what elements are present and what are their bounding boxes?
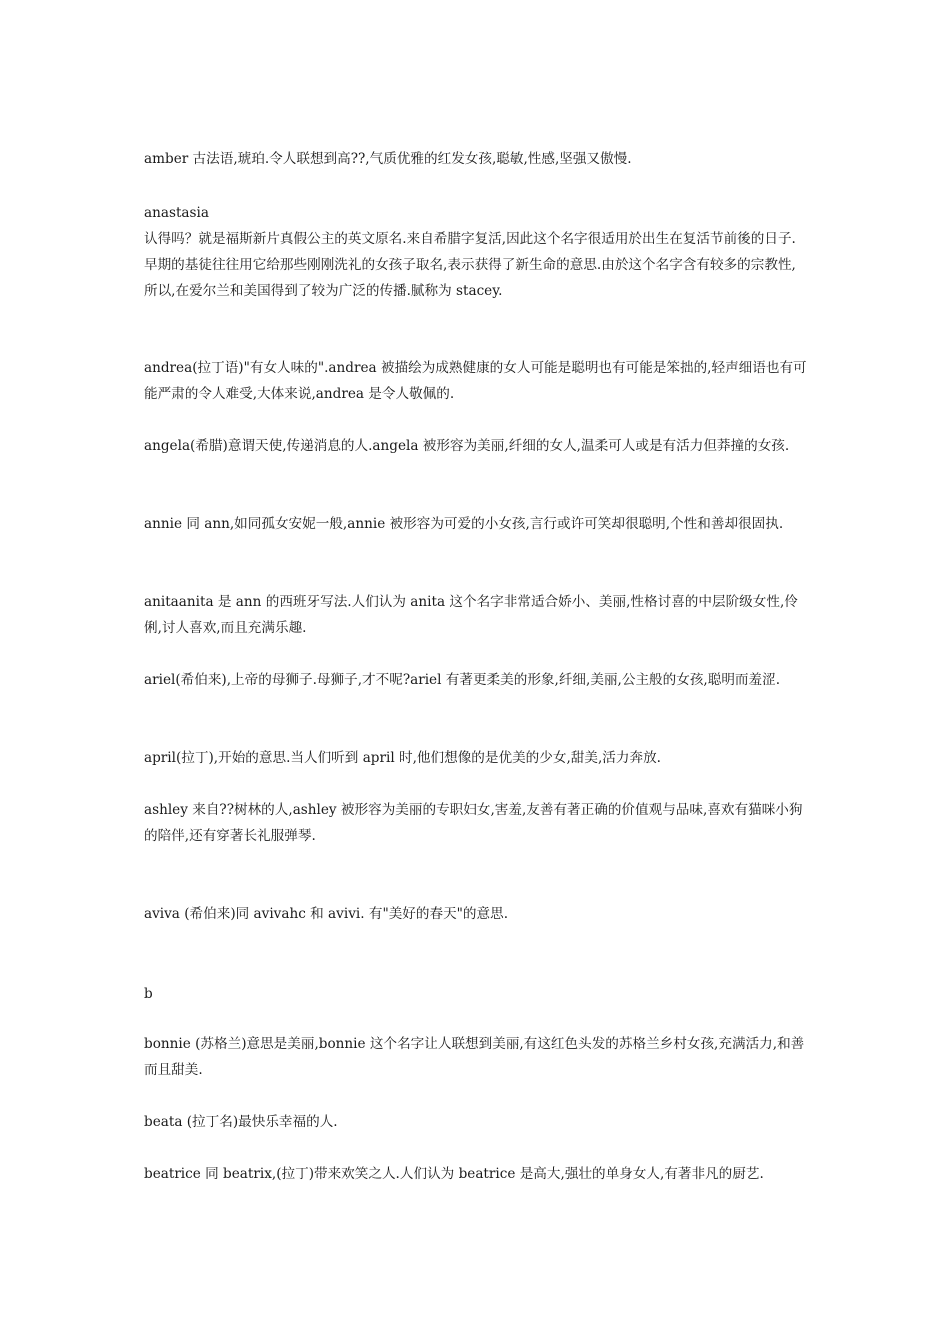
entry-angela: angela(希腊)意谓天使,传递消息的人.angela 被形容为美丽,纤细的女人,温柔可人或是有活力但莽撞的女孩. [144, 438, 790, 454]
entry-beatrice: beatrice 同 beatrix,(拉丁)带来欢笑之人.人们认为 beatrice 是高大,强壮的单身女人,有著非凡的厨艺. [144, 1166, 764, 1182]
entry-ashley: ashley 来自??树林的人,ashley 被形容为美丽的专职妇女,害羞,友善有著正确的价值观与品味,喜欢有猫咪小狗的陪伴,还有穿著长礼服弹琴. [144, 802, 803, 844]
entry-ariel: ariel(希伯来),上帝的母狮子.母狮子,才不呢?ariel 有著更柔美的形象,纤细,美丽,公主般的女孩,聪明而羞涩. [144, 672, 781, 688]
entry-bonnie: bonnie (苏格兰)意思是美丽,bonnie 这个名字让人联想到美丽,有这红色头发的苏格兰乡村女孩,充满活力,和善而且甜美. [144, 1036, 805, 1078]
entry-april: april(拉丁),开始的意思.当人们听到 april 时,他们想像的是优美的少女,甜美,活力奔放. [144, 750, 661, 766]
entry-beata: beata (拉丁名)最快乐幸福的人. [144, 1114, 338, 1130]
entry-anita: anitaanita 是 ann 的西班牙写法.人们认为 anita 这个名字非常适合娇小、美丽,性格讨喜的中层阶级女性,伶俐,讨人喜欢,而且充满乐趣. [144, 594, 798, 636]
entry-anastasia: 认得吗？就是福斯新片真假公主的英文原名.来自希腊字复活,因此这个名字很适用於出生在复活节前後的日子.早期的基徒往往用它给那些刚刚洗礼的女孩子取名,表示获得了新生命的意思.由於这个名字含有较多的宗教性,所以,在爱尔兰和美国得到了较为广泛的传播.腻称为 stacey. [144, 231, 796, 299]
entry-anastasia-name: anastasia [144, 205, 209, 221]
section-heading-b: b [144, 986, 153, 1002]
entry-amber: amber 古法语,琥珀.令人联想到高??,气质优雅的红发女孩,聪敏,性感,坚强又傲慢. [144, 151, 632, 167]
entry-annie: annie 同 ann,如同孤女安妮一般,annie 被形容为可爱的小女孩,言行或许可笑却很聪明,个性和善却很固执. [144, 516, 784, 532]
entry-andrea: andrea(拉丁语)"有女人味的".andrea 被描绘为成熟健康的女人可能是聪明也有可能是笨拙的,轻声细语也有可能严肃的令人难受,大体来说,andrea 是令人敬佩的. [144, 360, 807, 402]
entry-aviva: aviva (希伯来)同 avivahc 和 avivi. 有"美好的春天"的意思. [144, 906, 509, 922]
